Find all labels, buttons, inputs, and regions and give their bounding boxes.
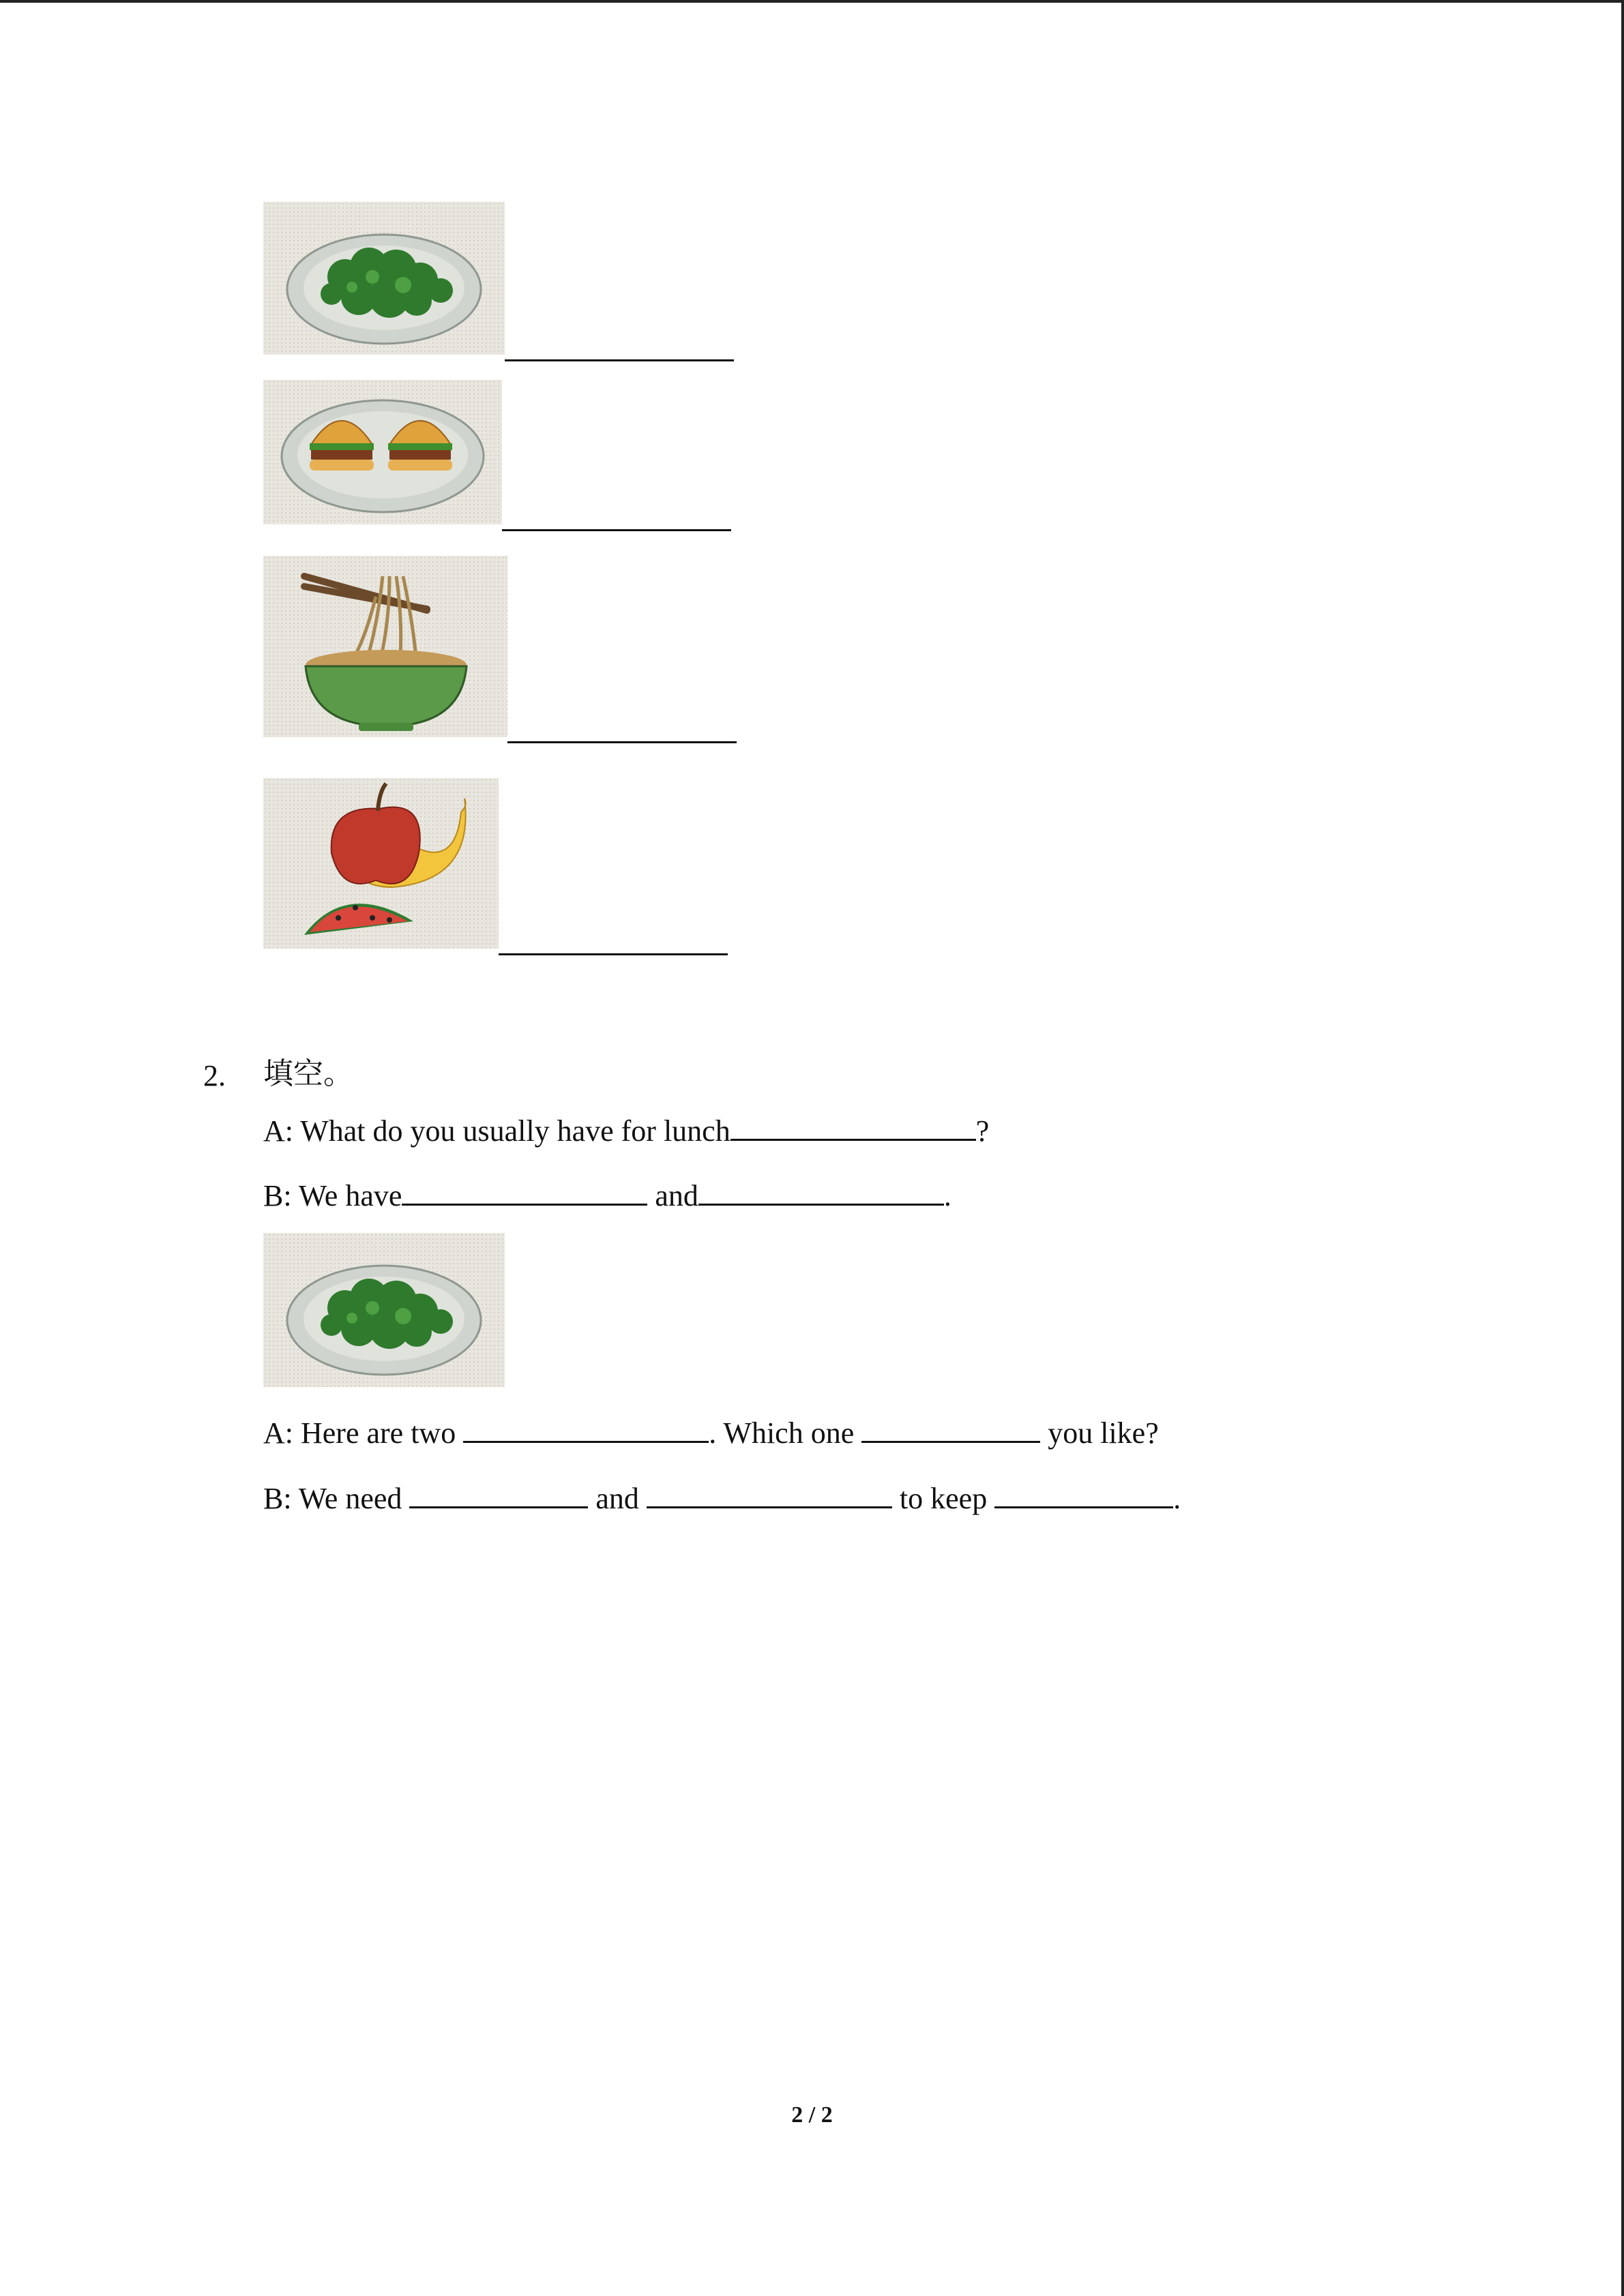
- hamburgers-plate-icon: [263, 380, 502, 524]
- dialogue-text: B: We have: [263, 1179, 402, 1212]
- dialogue-text: ?: [975, 1114, 990, 1148]
- answer-blank-2[interactable]: [502, 529, 731, 531]
- salad-plate-icon: [263, 1233, 505, 1387]
- answer-blank[interactable]: [463, 1415, 709, 1443]
- dialogue-text: and: [647, 1179, 698, 1212]
- dialogue-text: B: We need: [263, 1482, 410, 1515]
- dialogue-text: .: [943, 1179, 951, 1212]
- dialogue-line-1: [263, 1113, 989, 1146]
- salad-plate-icon: [263, 202, 505, 355]
- answer-blank-3[interactable]: [507, 741, 737, 743]
- dialogue-text: . Which one: [709, 1416, 862, 1450]
- dialogue-text: to keep: [891, 1482, 995, 1515]
- answer-blank-4[interactable]: [499, 953, 728, 955]
- answer-blank[interactable]: [402, 1178, 647, 1206]
- fruits-icon: [263, 778, 499, 949]
- dialogue-line-3: [263, 1415, 1159, 1448]
- answer-blank[interactable]: [730, 1113, 976, 1141]
- exercise-title: 填空。: [263, 1057, 353, 1090]
- dialogue-text: A: Here are two: [263, 1416, 464, 1450]
- answer-blank[interactable]: [994, 1480, 1173, 1508]
- page-top-border: [0, 0, 1624, 3]
- page-right-border: [1621, 0, 1624, 2296]
- dialogue-text: .: [1173, 1482, 1181, 1515]
- answer-blank-1[interactable]: [505, 359, 734, 361]
- exercise-number: 2.: [203, 1059, 226, 1092]
- answer-blank[interactable]: [409, 1480, 588, 1508]
- page-number: 2 / 2: [791, 2102, 833, 2128]
- dialogue-line-2: [263, 1178, 951, 1211]
- answer-blank[interactable]: [647, 1480, 892, 1508]
- noodles-bowl-icon: [263, 556, 507, 737]
- dialogue-text: A: What do you usually have for lunch: [263, 1114, 730, 1148]
- answer-blank[interactable]: [861, 1415, 1040, 1443]
- dialogue-text: and: [588, 1482, 647, 1515]
- dialogue-line-4: [263, 1480, 1181, 1514]
- dialogue-text: you like?: [1040, 1416, 1159, 1450]
- answer-blank[interactable]: [698, 1178, 944, 1206]
